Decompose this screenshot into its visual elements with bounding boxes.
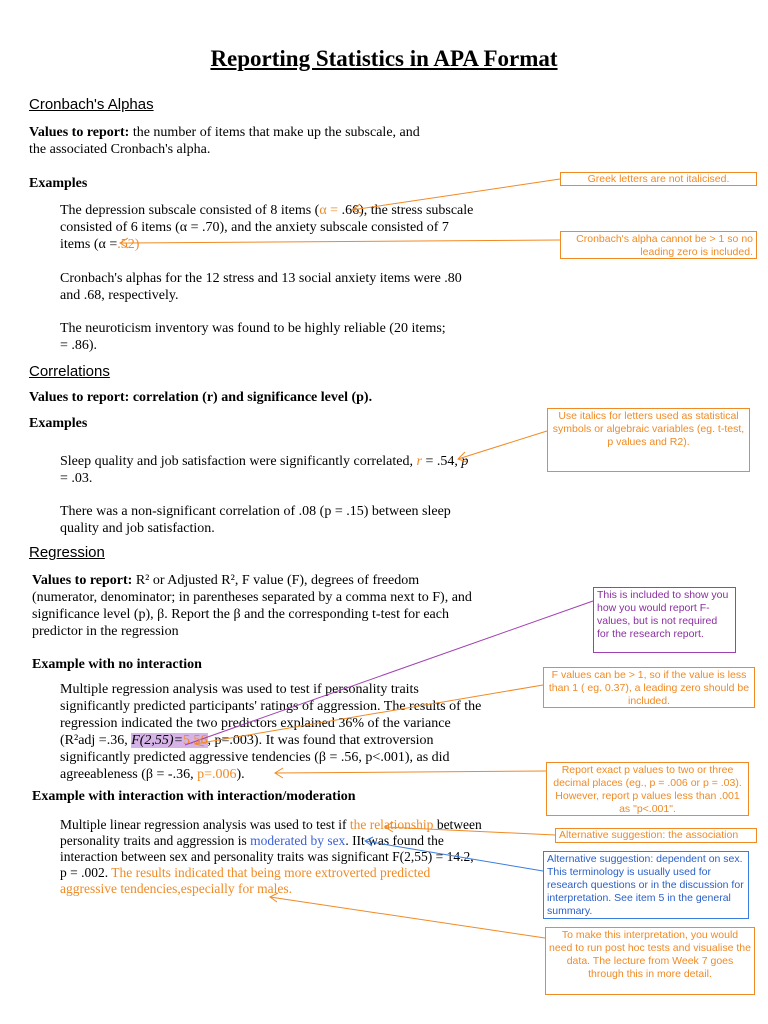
example-interaction-label: Example with interaction with interaction/moderation <box>32 789 356 804</box>
note-greek-letters: Greek letters are not italicised. <box>560 172 757 186</box>
arrow-exact-p-head <box>275 768 283 778</box>
page-title: Reporting Statistics in APA Format <box>210 46 558 71</box>
interaction-line5: aggressive tendencies,especially for males. <box>60 881 293 896</box>
correlation-example2-line1: There was a non-significant correlation of .08 (p = .15) between sleep <box>60 504 451 519</box>
correlation-example1-line2: = .03. <box>60 471 93 486</box>
no-interaction-line4: (R²adj =.36, F(2,55)=5.56, p=.003). It was found that extroversion <box>60 733 434 748</box>
note-fvalues-show: This is included to show you how you would report F-values, but is not required for the research report. <box>593 587 736 653</box>
arrow-cronbach <box>120 240 560 243</box>
values-label: Values to report: <box>29 125 130 140</box>
examples-label: Examples <box>29 416 88 431</box>
regression-values-line4: predictor in the regression <box>32 624 179 639</box>
cronbach-values-line1 <box>29 124 420 141</box>
note-posthoc: To make this interpretation, you would need to run post hoc tests and visualise the data. The lecture from Week 7 goes through this in more detail. <box>545 927 755 995</box>
section-heading-cronbach: Cronbach's Alphas <box>29 96 154 113</box>
note-exact-p-values: Report exact p values to two or three decimal places (eg., p = .006 or p = .03). However, report p values less than .001 as "p<.001". <box>546 762 749 816</box>
section-heading-correlations: Correlations <box>29 363 110 380</box>
correlation-example1-line1: Sleep quality and job satisfaction were significantly correlated, r = .54, p <box>60 454 469 469</box>
arrow-exact-p <box>275 771 546 773</box>
correlations-values-line: Values to report: correlation (r) and significance level (p). <box>29 390 373 405</box>
values-text: the number of items that make up the subscale, and <box>129 125 420 140</box>
no-interaction-line6: agreeableness (β = -.36, p=.006). <box>60 767 245 782</box>
examples-label: Examples <box>29 176 88 191</box>
section-heading-regression: Regression <box>29 544 105 561</box>
arrow-posthoc <box>270 897 545 938</box>
cronbach-values-line2: the associated Cronbach's alpha. <box>29 142 211 157</box>
note-fvalue-leading-zero: F values can be > 1, so if the value is less than 1 ( eg. 0.37), a leading zero should be included. <box>543 667 755 708</box>
no-interaction-line2: significantly predicted participants' ratings of aggression. The results of the <box>60 699 482 714</box>
interaction-line3: interaction between sex and personality traits was significant F(2,55) = 14.2, <box>60 849 474 864</box>
no-interaction-line1: Multiple regression analysis was used to test if personality traits <box>60 682 419 697</box>
cronbach-example1-line2: consisted of 6 items (α = .70), and the anxiety subscale consisted of 7 <box>60 220 449 235</box>
no-interaction-line5: significantly predicted aggressive tendencies (β = .56, p<.001), as did <box>60 750 450 765</box>
regression-values-line2: (numerator, denominator; in parentheses separated by a comma next to F), and <box>32 590 472 605</box>
cronbach-example2-line2: and .68, respectively. <box>60 288 179 303</box>
cronbach-example1-line3: items (α =.52) <box>60 237 140 252</box>
note-alternative-association: Alternative suggestion: the association <box>555 828 757 843</box>
regression-values-line3: significance level (p), β. Report the β and the corresponding t-test for each <box>32 607 449 622</box>
note-italics: Use italics for letters used as statistical symbols or algebraic variables (eg. t-test, p values and R2). <box>547 408 750 472</box>
example-no-interaction-label: Example with no interaction <box>32 657 202 672</box>
interaction-line1: Multiple linear regression analysis was used to test if the relationship between <box>60 817 482 832</box>
interaction-line4: p = .002. The results indicated that being more extroverted predicted <box>60 865 431 880</box>
cronbach-example2-line1: Cronbach's alphas for the 12 stress and 13 social anxiety items were .80 <box>60 271 462 286</box>
cronbach-example1-line1: The depression subscale consisted of 8 items (α = .66), the stress subscale <box>60 203 474 218</box>
cronbach-example3-line2: = .86). <box>60 338 98 353</box>
correlation-example2-line2: quality and job satisfaction. <box>60 521 215 536</box>
arrow-italics <box>458 431 547 459</box>
no-interaction-line3: regression indicated the two predictors explained 36% of the variance <box>60 716 451 731</box>
note-alternative-dependent: Alternative suggestion: dependent on sex. This terminology is usually used for research questions or in the discussion for interpretation. See item 5 in the general summary. <box>543 851 749 919</box>
cronbach-example3-line1: The neuroticism inventory was found to be highly reliable (20 items; <box>60 321 446 336</box>
note-cronbach-alpha: Cronbach's alpha cannot be > 1 so no leading zero is included. <box>560 231 757 259</box>
interaction-line2: personality traits and aggression is moderated by sex. IIt was found the <box>60 833 444 848</box>
regression-values-line1: Values to report: R² or Adjusted R², F value (F), degrees of freedom <box>32 573 420 588</box>
